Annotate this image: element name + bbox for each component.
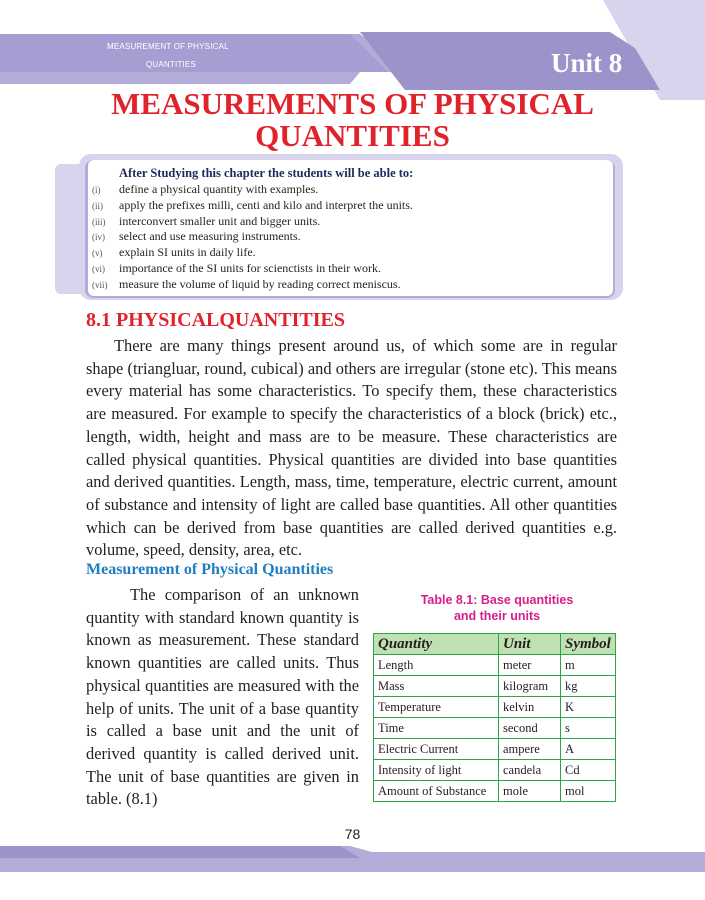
quantity-cell: Length bbox=[374, 655, 499, 676]
symbol-cell: m bbox=[561, 655, 616, 676]
column-header-quantity: Quantity bbox=[374, 634, 499, 655]
table-caption bbox=[380, 592, 614, 624]
objective-item bbox=[92, 261, 413, 277]
objective-number: (v) bbox=[92, 248, 103, 259]
objective-item bbox=[92, 182, 413, 198]
running-title-line2: QUANTITIES bbox=[146, 60, 197, 69]
objective-text: measure the volume of liquid by reading correct meniscus. bbox=[119, 276, 401, 291]
table-caption-line1: Table 8.1: Base quantities bbox=[420, 593, 574, 607]
quantity-cell: Amount of Substance bbox=[374, 781, 499, 802]
unit-cell: second bbox=[499, 718, 561, 739]
table-row bbox=[374, 739, 616, 760]
unit-cell: meter bbox=[499, 655, 561, 676]
running-title-line1: MEASUREMENT OF PHYSICAL bbox=[107, 42, 229, 51]
column-header-unit: Unit bbox=[499, 634, 561, 655]
page-title bbox=[0, 88, 705, 152]
page-title-line1: MEASUREMENTS OF PHYSICAL bbox=[111, 86, 594, 121]
objective-number: (ii) bbox=[92, 200, 103, 211]
symbol-cell: Cd bbox=[561, 760, 616, 781]
subheading: Measurement of Physical Quantities bbox=[86, 561, 334, 578]
column-header-symbol: Symbol bbox=[561, 634, 616, 655]
unit-label: Unit 8 bbox=[551, 48, 623, 78]
symbol-cell: kg bbox=[561, 676, 616, 697]
page-title-line2: QUANTITIES bbox=[255, 118, 450, 153]
objective-number: (i) bbox=[92, 185, 101, 195]
objective-item bbox=[92, 245, 413, 261]
objective-item bbox=[92, 198, 413, 214]
quantity-cell: Time bbox=[374, 718, 499, 739]
symbol-cell: K bbox=[561, 697, 616, 718]
unit-cell: mole bbox=[499, 781, 561, 802]
unit-cell: candela bbox=[499, 760, 561, 781]
unit-cell: kilogram bbox=[499, 676, 561, 697]
objective-item bbox=[92, 277, 413, 293]
unit-cell: ampere bbox=[499, 739, 561, 760]
section-heading: 8.1 PHYSICALQUANTITIES bbox=[86, 309, 345, 331]
table-row bbox=[374, 655, 616, 676]
objective-number: (iv) bbox=[92, 232, 105, 243]
page-number: 78 bbox=[344, 826, 361, 842]
objective-text: select and use measuring instruments. bbox=[119, 229, 301, 244]
objective-number: (vii) bbox=[92, 279, 108, 290]
table-row bbox=[374, 781, 616, 802]
objectives-list bbox=[92, 182, 413, 293]
quantity-cell: Intensity of light bbox=[374, 760, 499, 781]
symbol-cell: A bbox=[561, 739, 616, 760]
objective-number: (iii) bbox=[92, 216, 106, 227]
objective-text: importance of the SI units for scienctists in their work. bbox=[119, 260, 381, 275]
objective-text: define a physical quantity with examples. bbox=[119, 182, 319, 196]
symbol-cell: mol bbox=[561, 781, 616, 802]
objective-item bbox=[92, 214, 413, 230]
objective-number: (vi) bbox=[92, 263, 105, 274]
table-header-row bbox=[374, 634, 616, 655]
objective-text: interconvert smaller unit and bigger units. bbox=[119, 213, 321, 228]
objectives-heading: After Studying this chapter the students will be able to: bbox=[119, 166, 414, 180]
footer-band bbox=[0, 838, 705, 900]
body-paragraph: There are many things present around us, of which some are in regular shape (triangluar, round, cubical) and others are irregular (stone etc). This means every material has some characteristics. To specify them, these characteristics are measured. For example to specify the characteristics of a block (brick) etc., length, width, height and mass are to be measure. These characteristics are called physical quantities. Physical quantities are divided into base quantities and derived quantities. Length, mass, time, temperature, electric current, amount of substance and intensity of light are called base quantities. All other quantities which can be derived from base quantities are called derived quantities e.g. volume, speed, density, area, etc. bbox=[86, 336, 617, 560]
quantity-cell: Electric Current bbox=[374, 739, 499, 760]
objective-text: apply the prefixes milli, centi and kilo and interpret the units. bbox=[119, 197, 413, 212]
table-row bbox=[374, 718, 616, 739]
base-quantities-table bbox=[373, 633, 616, 802]
quantity-cell: Mass bbox=[374, 676, 499, 697]
objective-item bbox=[92, 229, 413, 245]
symbol-cell: s bbox=[561, 718, 616, 739]
quantity-cell: Temperature bbox=[374, 697, 499, 718]
objective-text: explain SI units in daily life. bbox=[119, 245, 256, 260]
table-caption-line2: and their units bbox=[453, 609, 541, 623]
table-row bbox=[374, 676, 616, 697]
unit-cell: kelvin bbox=[499, 697, 561, 718]
measurement-paragraph: The comparison of an unknown quantity with standard known quantity is known as measurement. These standard known quantities are called units. Thus physical quantities are measured with the help of units. The unit of a base quantity is called a base unit and the unit of derived quantity is called derived unit. The unit of base quantities are given in table. (8.1) bbox=[86, 585, 359, 809]
table-row bbox=[374, 697, 616, 718]
table-row bbox=[374, 760, 616, 781]
